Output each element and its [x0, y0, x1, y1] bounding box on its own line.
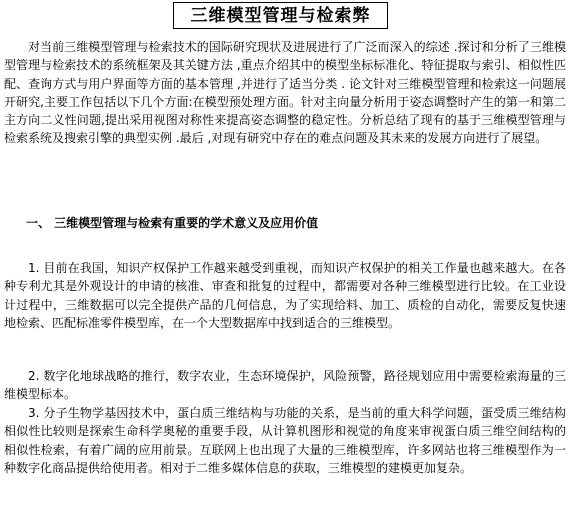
- list-item: 2. 数字化地球战略的推行，数字农业，生态环境保护，风险预警，路径规划应用中需要检索海量的三维模型标本。: [4, 369, 566, 402]
- abstract-paragraph: 对当前三维模型管理与检索技术的国际研究现状及进展进行了广泛而深入的综述 .探讨和分析了三维模型管理与检索技术的系统框架及其关键方法 ,重点介绍其中的模型坐标标准化、特征提取与索引、相似性匹配、查询方式与用户界面等方面的基本管理 ,并进行了适当分类 . 论文针对三维模型管理和检索这一问题展开研究,主要工作包括以下几个方面:在模型预处理方面。针对主向量分析用于姿态调整时产生的第一和第二主方向二义性问题,提出采用视图对称性来提高姿态调整的稳定性。分析总结了现有的基于三维模型管理与检索系统及搜索引擎的典型实例 .最后 ,对现有研究中存在的难点问题及其未来的发展方向进行了展望。: [4, 40, 566, 146]
- list-item: 1. 目前在我国，知识产权保护工作越来越受到重视，而知识产权保护的相关工作量也越来越大。在各种专利尤其是外观设计的申请的核准、审查和批复的过程中，都需要对各种三维模型进行比较。在工业设计过程中，三维数据可以完全提供产品的几何信息，为了实现给料、加工、质检的自动化，需要反复快速地检索、匹配标准零件模型库，在一个大型数据库中找到适合的三维模型。: [4, 261, 566, 330]
- list-item: 3. 分子生物学基因技术中，蛋白质三维结构与功能的关系，是当前的重大科学问题，蛋受质三维结构相似性比较则是探索生命科学奥秘的重要手段，从计算机图形和视觉的角度来审视蛋白质三维空间结构的相似性检索，有着广阔的应用前景。互联网上也出现了大量的三维模型库，许多网站也将三维模型作为一种数字化商品提供给使用者。相对于二维多媒体信息的获取，三维模型的建模更加复杂。: [4, 406, 566, 475]
- section-heading: 一、 三维模型管理与检索有重要的学术意义及应用价值: [26, 216, 319, 230]
- title-box: [173, 2, 388, 29]
- document-title: 三维模型管理与检索弊: [190, 6, 371, 26]
